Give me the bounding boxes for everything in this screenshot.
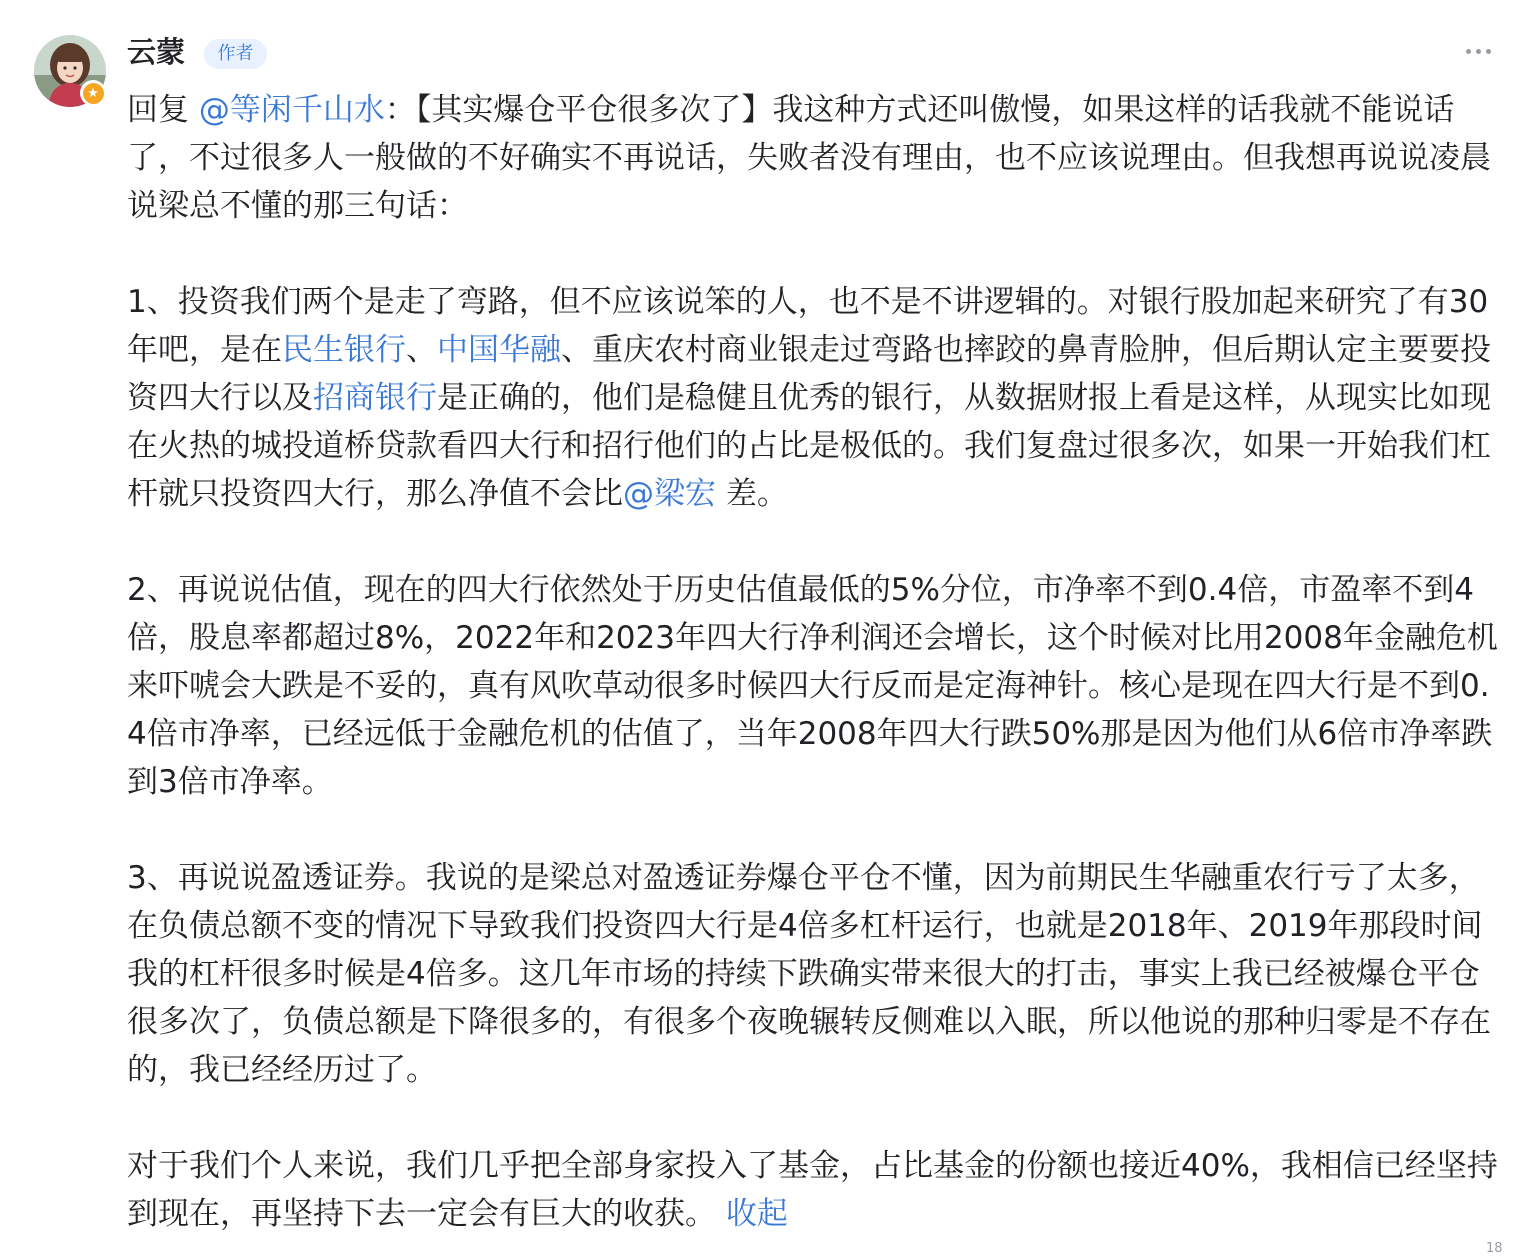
paragraph-gap bbox=[127, 806, 1507, 854]
reply-mention-link[interactable]: @等闲千山水 bbox=[198, 92, 385, 128]
point-1-text: 是正确的，他们是稳健且优秀的银行，从数据财报上看是这样，从现实比如现在火热的城投道桥贷款看四大行和招行他们的占比是极低的。我们复盘过很多次，如果一开始我们杠杆就只投资四大行，那么净值不会比 bbox=[127, 380, 1491, 512]
point-3-paragraph: 3、再说说盈透证券。我说的是梁总对盈透证券爆仓平仓不懂，因为前期民生华融重农行亏了太多，在负债总额不变的情况下导致我们投资四大行是4倍多杠杆运行，也就是2018年、2019年那段时间我的杠杆很多时候是4倍多。这几年市场的持续下跌确实带来很大的打击，事实上我已经被爆仓平仓很多次了，负债总额是下降很多的，有很多个夜晚辗转反侧难以入眠，所以他说的那种归零是不存在的，我已经经历过了。 bbox=[127, 860, 1491, 1088]
collapse-link[interactable]: 收起 bbox=[725, 1196, 788, 1232]
star-icon: ★ bbox=[83, 83, 104, 104]
comment-body bbox=[127, 86, 1507, 1238]
stock-link-cmb[interactable]: 招商银行 bbox=[313, 380, 437, 416]
more-options-button[interactable] bbox=[1458, 38, 1498, 64]
intro-paragraph bbox=[127, 86, 1507, 230]
reply-prefix: 回复 bbox=[127, 92, 199, 128]
point-1-text: 差。 bbox=[716, 476, 788, 512]
username[interactable]: 云蒙 bbox=[127, 35, 186, 69]
more-dot bbox=[1476, 49, 1481, 54]
point-1-text: 1、投资我们两个是走了弯路，但不应该说笨的人，也不是不讲逻辑的。对银行股加起来研究了有30年吧，是在 bbox=[127, 284, 1489, 368]
stock-link-huarong[interactable]: 中国华融 bbox=[437, 332, 561, 368]
paragraph-gap bbox=[127, 518, 1507, 566]
reply-separator: ： bbox=[384, 92, 416, 128]
more-dots-icon bbox=[1466, 49, 1471, 54]
closing-paragraph bbox=[127, 1142, 1507, 1238]
mention-link-lianghong[interactable]: @梁宏 bbox=[623, 476, 716, 512]
closing-text: 对于我们个人来说，我们几乎把全部身家投入了基金，占比基金的份额也接近40%，我相信已经坚持到现在，再坚持下去一定会有巨大的收获。 bbox=[127, 1148, 1498, 1232]
point-1-text: 、 bbox=[406, 332, 437, 368]
author-tag: 作者 bbox=[204, 39, 267, 69]
point-2-paragraph: 2、再说说估值，现在的四大行依然处于历史估值最低的5%分位，市净率不到0.4倍，市盈率不到4倍，股息率都超过8%，2022年和2023年四大行净利润还会增长，这个时候对比用2008年金融危机来吓唬会大跌是不妥的，真有风吹草动很多时候四大行反而是定海神针。核心是现在四大行是不到0.4倍市净率，已经远低于金融危机的估值了，当年2008年四大行跌50%那是因为他们从6倍市净率跌到3倍市净率。 bbox=[127, 572, 1498, 800]
point-1-paragraph bbox=[127, 278, 1507, 518]
paragraph-gap bbox=[127, 1094, 1507, 1142]
stock-link-minsheng[interactable]: 民生银行 bbox=[282, 332, 406, 368]
page-marker: 18 bbox=[1486, 1241, 1503, 1256]
verified-badge bbox=[80, 80, 106, 106]
more-dot bbox=[1486, 49, 1491, 54]
intro-text: 【其实爆仓平仓很多次了】我这种方式还叫傲慢，如果这样的话我就不能说话了，不过很多人一般做的不好确实不再说话，失败者没有理由，也不应该说理由。但我想再说说凌晨说梁总不懂的那三句话： bbox=[127, 92, 1491, 224]
point-1-text: 、重庆农村商业银走过弯路也摔跤的鼻青脸肿，但后期认定主要要投资四大行以及 bbox=[127, 332, 1491, 416]
paragraph-gap bbox=[127, 230, 1507, 278]
